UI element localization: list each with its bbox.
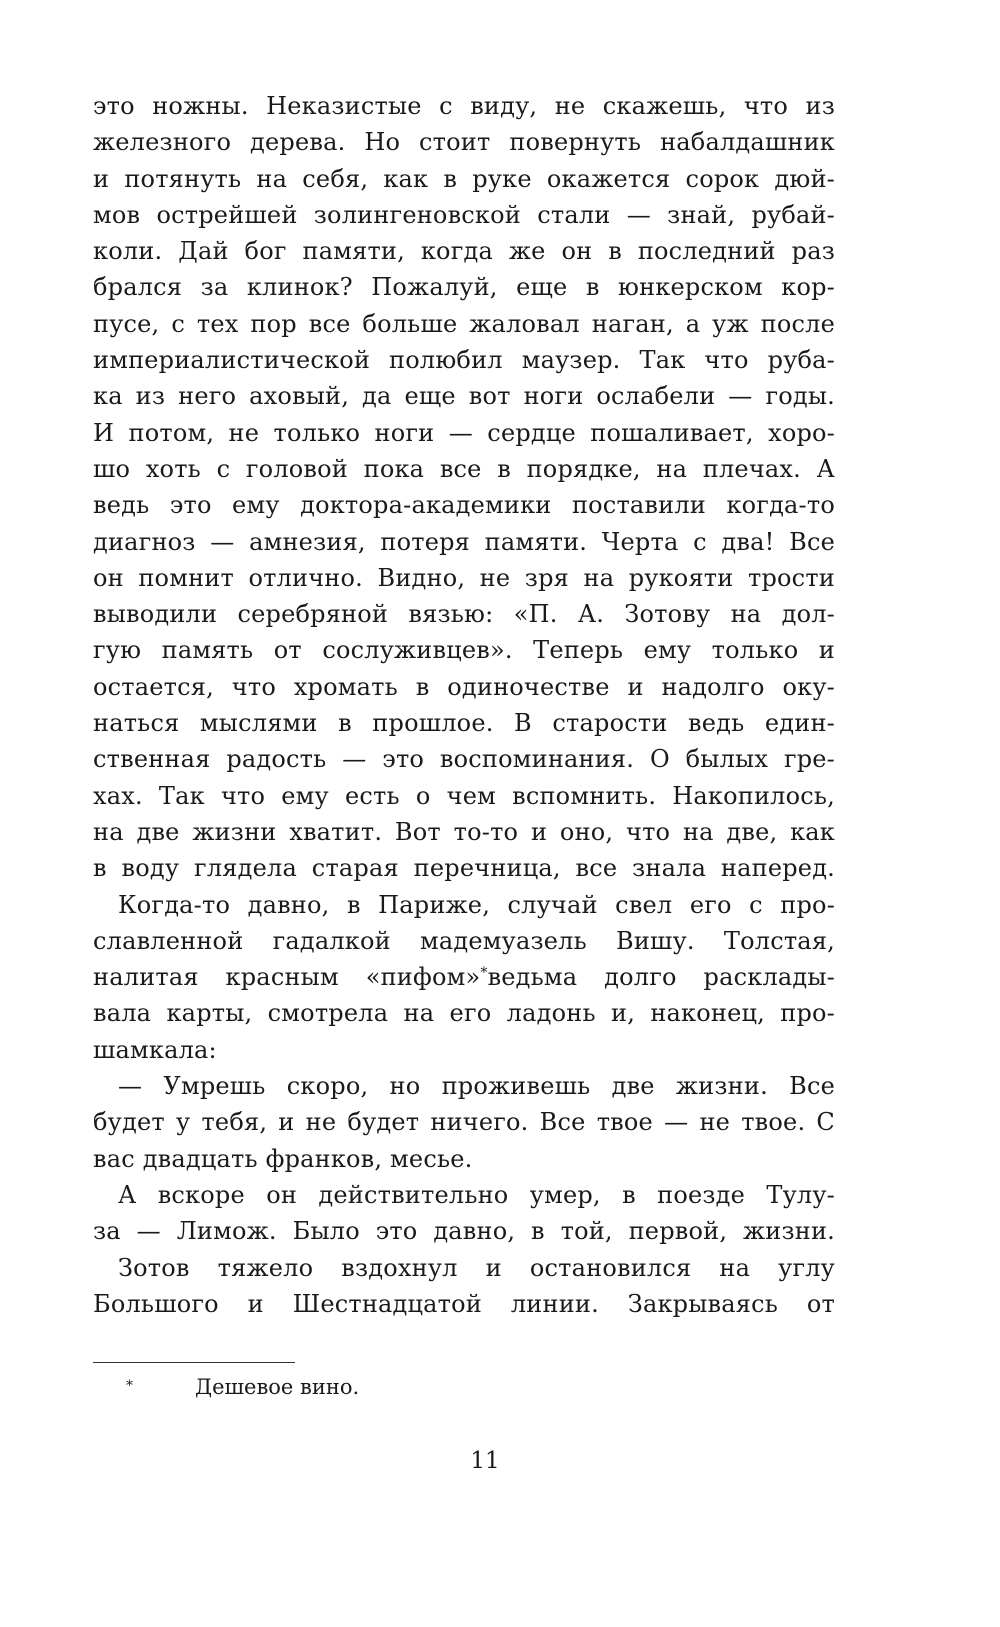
text-line: Зотов тяжело вздохнул и остановился на углу — [118, 1253, 835, 1282]
text-line: гую память от сослуживцев». Теперь ему только и — [93, 636, 835, 665]
footnote-text: Дешевое вино. — [195, 1375, 360, 1399]
page-number: 11 — [470, 1448, 500, 1474]
text-line: вала карты, смотрела на его ладонь и, наконец, про- — [93, 999, 835, 1028]
footnote-divider — [93, 1362, 295, 1363]
text-line: он помнит отлично. Видно, не зря на рукояти трости — [93, 563, 835, 592]
text-line: ка из него аховый, да еще вот ноги ослабели — годы. — [93, 382, 835, 411]
body-text — [93, 88, 835, 1322]
text-line: славленной гадалкой мадемуазель Вишу. Толстая, — [93, 926, 835, 955]
text-line: это ножны. Неказистые с виду, не скажешь, что из — [93, 92, 835, 120]
text-line: в воду глядела старая перечница, все знала наперед. — [93, 854, 835, 883]
text-line: империалистической полюбил маузер. Так что руба- — [93, 346, 835, 375]
text-line: железного дерева. Но стоит повернуть набалдашник — [93, 128, 835, 157]
text-line: и потянуть на себя, как в руке окажется сорок дюй- — [93, 164, 835, 193]
text-line: ведь это ему доктора-академики поставили когда-то — [93, 491, 835, 520]
text-line: ственная радость — это воспоминания. О былых гре- — [93, 745, 835, 774]
text-line: пусе, с тех пор все больше жаловал наган, а уж после — [93, 309, 835, 338]
text-line: наться мыслями в прошлое. В старости ведь един- — [93, 709, 835, 738]
text-line: коли. Дай бог памяти, когда же он в последний раз — [93, 237, 835, 266]
text-line: А вскоре он действительно умер, в поезде Тулу- — [118, 1180, 835, 1209]
footnote-ref: * — [480, 965, 488, 982]
text-line: диагноз — амнезия, потеря памяти. Черта с два! Все — [93, 527, 835, 556]
text-line: хах. Так что ему есть о чем вспомнить. Накопилось, — [93, 781, 835, 810]
text-line: — Умрешь скоро, но проживешь две жизни. Все — [118, 1072, 835, 1101]
text-line: на две жизни хватит. Вот то-то и оно, что на две, как — [93, 817, 835, 846]
text-line: будет у тебя, и не будет ничего. Все твое — не твое. С — [93, 1108, 835, 1137]
text-line: шамкала: — [93, 1035, 217, 1064]
text-line: налитая красным «пифом»*ведьма долго расклады- — [93, 963, 835, 992]
text-line: мов острейшей золингеновской стали — знай, рубай- — [93, 200, 835, 229]
text-line: И потом, не только ноги — сердце пошаливает, хоро- — [93, 418, 835, 447]
text-line: выводили серебряной вязью: «П. А. Зотову на дол- — [93, 600, 835, 629]
text-line: шо хоть с головой пока все в порядке, на плечах. А — [93, 454, 835, 483]
text-line: брался за клинок? Пожалуй, еще в юнкерском кор- — [93, 273, 835, 302]
text-line: вас двадцать франков, месье. — [93, 1144, 473, 1173]
text-line: остается, что хромать в одиночестве и надолго оку- — [93, 672, 835, 701]
text-line: за — Лимож. Было это давно, в той, первой, жизни. — [93, 1217, 835, 1246]
text-line: Большого и Шестнадцатой линии. Закрываясь от — [93, 1289, 835, 1318]
text-line: Когда-то давно, в Париже, случай свел его с про- — [118, 890, 835, 919]
footnote-mark: * — [126, 1378, 133, 1394]
